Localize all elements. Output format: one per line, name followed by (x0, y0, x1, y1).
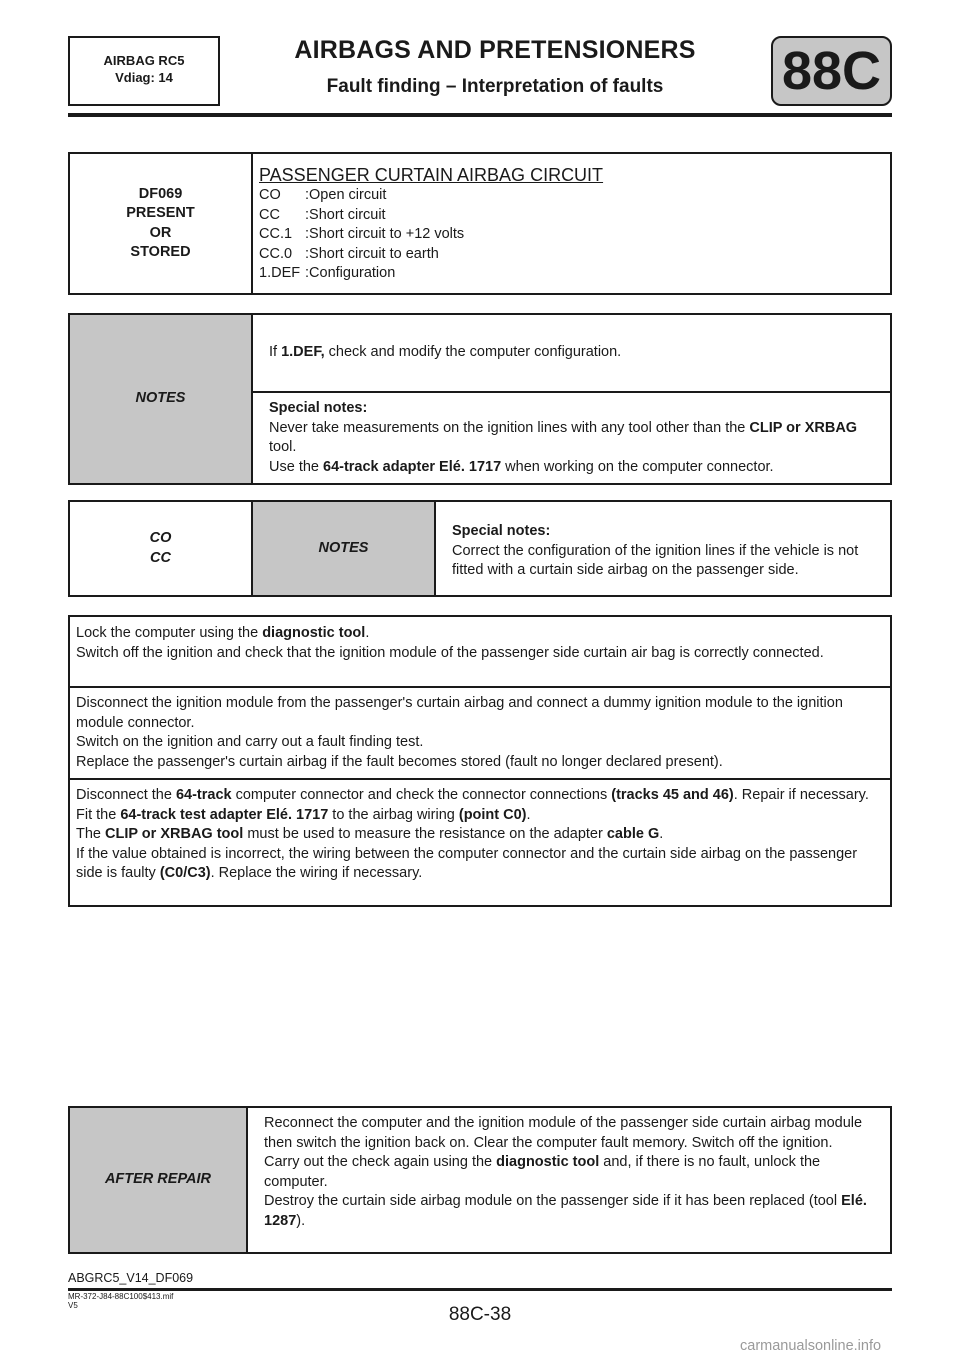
step-3-line2 (76, 806, 884, 826)
notes-config-pre: If (269, 344, 282, 360)
co-cc-notes-label: NOTES (252, 501, 435, 596)
definition-text: Short circuit to earth (309, 245, 439, 262)
code-co: CO (149, 530, 172, 546)
text-run: Disconnect the (76, 787, 176, 803)
notes-special-line2 (269, 458, 874, 478)
definition-sep: : (305, 187, 310, 203)
co-cc-codes (69, 501, 252, 596)
definition-row (259, 264, 884, 284)
text-run: Destroy the curtain side airbag module on the passenger side if it has been replaced (tool (264, 1193, 842, 1209)
footer-divider (68, 1288, 892, 1291)
tool-name: CLIP or XRBAG tool (105, 826, 244, 842)
footer-file-info (68, 1292, 173, 1310)
definition-sep: : (305, 226, 310, 242)
text-run: tool. (269, 439, 297, 455)
definition-sep: : (305, 206, 310, 223)
notes-config-code: 1.DEF, (281, 344, 325, 360)
definition-text: Open circuit (309, 187, 387, 203)
step-3-line4 (76, 845, 884, 884)
notes-label: NOTES (69, 314, 252, 484)
fault-status-present: PRESENT (126, 205, 195, 221)
fault-title: PASSENGER CURTAIN AIRBAG CIRCUIT (259, 165, 604, 185)
definition-code: CC.1 (259, 226, 293, 242)
text-run: . (526, 806, 531, 823)
cable-ref: cable G (606, 826, 660, 842)
fault-code-cell (69, 153, 252, 294)
co-cc-special-title: Special notes: (452, 523, 551, 539)
text-run: Use the (269, 458, 323, 475)
definition-row (259, 245, 884, 265)
definition-text: Short circuit (309, 206, 386, 223)
definition-sep: : (305, 245, 310, 262)
definition-code: CC.0 (259, 245, 293, 262)
notes-config-post: check and modify the computer configuration. (324, 344, 622, 360)
notes-special-line1 (269, 419, 874, 458)
page-subtitle: Fault finding – Interpretation of faults (326, 76, 664, 97)
model-box (68, 36, 220, 106)
co-cc-table (68, 500, 892, 597)
tracks-ref: (tracks 45 and 46) (611, 787, 734, 803)
vdiag-label: Vdiag: 14 (115, 70, 173, 85)
step-2-line1: Disconnect the ignition module from the passenger's curtain airbag and connect a dummy ignition module to the ignition module connector. (76, 695, 843, 731)
tool-name: 64-track test adapter Elé. 1717 (120, 806, 329, 823)
step-1-line1 (76, 624, 884, 644)
text-run: Carry out the check again using the (264, 1154, 497, 1170)
notes-special-cell (252, 392, 891, 484)
step-2-line2: Switch on the ignition and carry out a fault finding test. (76, 734, 424, 750)
steps-table (68, 615, 892, 907)
step-1 (69, 616, 891, 687)
fault-table (68, 152, 892, 295)
fault-code: DF069 (138, 185, 183, 202)
after-repair-p2 (264, 1153, 874, 1192)
document-reference: ABGRC5_V14_DF069 (68, 1271, 194, 1285)
watermark: carmanualsonline.info (740, 1338, 882, 1354)
text-run: Never take measurements on the ignition lines with any tool other than the (269, 419, 750, 436)
tool-name: 64-track adapter Elé. 1717 (323, 458, 502, 475)
text-run: and, if there is no fault, unlock the computer. (264, 1154, 821, 1190)
after-repair-p3 (264, 1192, 874, 1231)
text-run: . (365, 625, 370, 641)
section-code-badge: 88C (771, 36, 892, 106)
after-repair-p1: Reconnect the computer and the ignition module of the passenger side curtain airbag module then switch the ignition back on. Clear the computer fault memory. Switch off the ignition. (264, 1115, 863, 1151)
definition-text: Short circuit to +12 volts (309, 226, 465, 242)
fault-status-stored: STORED (130, 244, 191, 260)
page-title: AIRBAGS AND PRETENSIONERS (294, 36, 696, 64)
definition-code: CO (259, 187, 281, 203)
document-version: V5 (68, 1301, 78, 1310)
step-3-line3 (76, 825, 884, 845)
fault-status-or: OR (149, 224, 172, 241)
header-divider (68, 113, 892, 117)
text-run: . Replace the wiring if necessary. (210, 865, 423, 881)
text-run: must be used to measure the resistance on the adapter (243, 826, 607, 842)
text-run: computer connector and check the connector connections (231, 787, 612, 803)
code-cc: CC (150, 549, 171, 566)
co-cc-special-text: Correct the configuration of the ignition lines if the vehicle is not fitted with a curtain side airbag on the passenger side. (452, 542, 859, 578)
wiring-ref: (C0/C3) (159, 865, 211, 881)
definition-row (259, 225, 884, 245)
connector-name: 64-track (175, 787, 232, 803)
model-name: AIRBAG RC5 (103, 53, 185, 68)
fault-detail-cell (252, 153, 891, 294)
notes-config-cell (252, 314, 891, 392)
tool-name: CLIP or XRBAG (749, 419, 858, 436)
text-run: ). (296, 1212, 306, 1229)
text-run: If the value obtained is incorrect, the wiring between the computer connector and the curtain side airbag on the passenger side is faulty (76, 845, 858, 881)
tool-name: Elé. 1287 (264, 1193, 867, 1229)
step-3-line1 (76, 786, 884, 806)
source-file-name: MR-372-J84-88C100$413.mif (68, 1292, 174, 1301)
notes-table (68, 313, 892, 485)
notes-special-title: Special notes: (269, 400, 368, 416)
definition-row (259, 186, 884, 206)
point-ref: (point C0) (458, 806, 527, 823)
co-cc-notes-text (435, 501, 891, 596)
definition-row (259, 206, 884, 226)
tool-name: diagnostic tool (496, 1154, 600, 1170)
step-1-line2: Switch off the ignition and check that the ignition module of the passenger side curtain air bag is correctly connected. (76, 644, 824, 661)
after-repair-table (68, 1106, 892, 1254)
definition-code: CC (259, 206, 280, 223)
tool-name: diagnostic tool (262, 625, 366, 641)
text-run: The (76, 826, 106, 842)
text-run: . Repair if necessary. (733, 787, 869, 803)
text-run: to the airbag wiring (328, 806, 459, 823)
text-run: when working on the computer connector. (501, 458, 774, 475)
after-repair-text (247, 1107, 891, 1253)
definition-text: Configuration (309, 265, 396, 281)
text-run: Fit the (76, 806, 121, 823)
page-number: 88C-38 (448, 1304, 512, 1325)
definition-sep: : (305, 265, 310, 281)
step-3 (69, 779, 891, 906)
text-run: Lock the computer using the (76, 625, 263, 641)
step-2 (69, 687, 891, 779)
definition-code: 1.DEF (259, 265, 301, 281)
after-repair-label: AFTER REPAIR (69, 1107, 247, 1253)
text-run: . (659, 826, 664, 842)
step-2-line3: Replace the passenger's curtain airbag if the fault becomes stored (fault no longer declared present). (76, 753, 723, 770)
